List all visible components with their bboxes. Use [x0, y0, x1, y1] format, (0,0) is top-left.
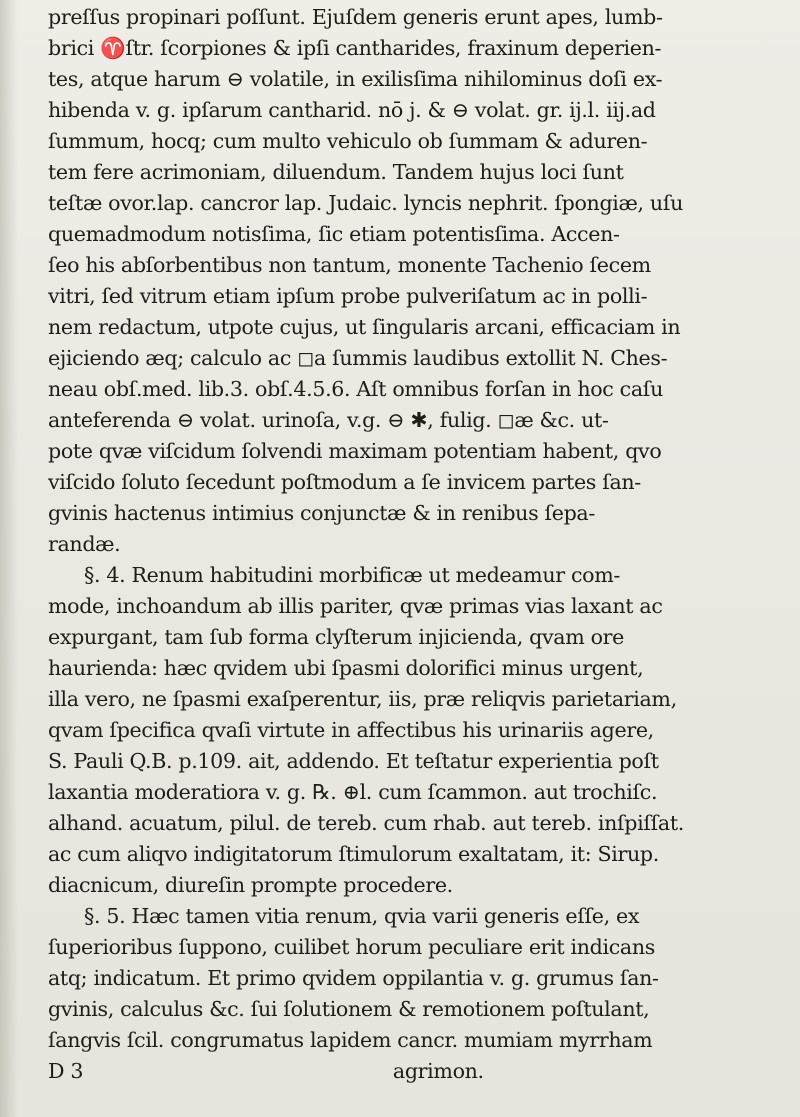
- text-line: nem redactum, utpote cujus, ut ſingularis arcani, efficaciam in: [48, 315, 681, 339]
- text-line: alhand. acuatum, pilul. de tereb. cum rhab. aut tereb. inſpiſſat.: [48, 811, 684, 835]
- signature-and-catchword-line: D 3 agrimon.: [48, 1059, 484, 1083]
- latin-text-block: [48, 2, 778, 1087]
- text-line: ac cum aliqvo indigitatorum ſtimulorum exaltatam, it: Sirup.: [48, 842, 659, 866]
- text-line: diacnicum, diureſin prompte procedere.: [48, 873, 453, 897]
- text-line: atq; indicatum. Et primo qvidem oppilantia v. g. grumus ſan-: [48, 966, 659, 990]
- text-line: anteferenda ⊖ volat. urinoſa, v.g. ⊖ ✱, fulig. ◻æ &c. ut-: [48, 408, 609, 432]
- text-line: ejiciendo æq; calculo ac ◻a ſummis laudibus extollit N. Ches-: [48, 346, 668, 370]
- section-5-heading-line: §. 5. Hæc tamen vitia renum, qvia varii generis eſſe, ex: [84, 904, 640, 928]
- text-line: ſangvis ſcil. congrumatus lapidem cancr. mumiam myrrham: [48, 1028, 653, 1052]
- text-line: expurgant, tam ſub forma clyſterum injicienda, qvam ore: [48, 625, 624, 649]
- text-line: neau obſ.med. lib.3. obſ.4.5.6. Aſt omnibus forſan in hoc caſu: [48, 377, 663, 401]
- text-line: tes, atque harum ⊖ volatile, in exilisſima nihilominus doſi ex-: [48, 67, 663, 91]
- text-line: ſuperioribus ſuppono, cuilibet horum peculiare erit indicans: [48, 935, 655, 959]
- text-line: quemadmodum notisſima, ſic etiam potentisſima. Accen-: [48, 222, 620, 246]
- text-line: illa vero, ne ſpasmi exaſperentur, iis, præ reliqvis parietariam,: [48, 687, 677, 711]
- text-line: brici ♈ſtr. ſcorpiones & ipſi cantharides, fraxinum deperien-: [48, 36, 662, 60]
- text-line: ſeo his abſorbentibus non tantum, monente Tachenio ſecem: [48, 253, 651, 277]
- section-4-heading-line: §. 4. Renum habitudini morbificæ ut medeamur com-: [84, 563, 620, 587]
- text-line: mode, inchoandum ab illis pariter, qvæ primas vias laxant ac: [48, 594, 663, 618]
- text-line: hibenda v. g. ipſarum cantharid. nō j. & ⊖ volat. gr. ij.l. iij.ad: [48, 98, 656, 122]
- page-gutter-shadow: [0, 0, 18, 1117]
- text-line: vitri, ſed vitrum etiam ipſum probe pulveriſatum ac in polli-: [48, 284, 648, 308]
- text-line: laxantia moderatiora v. g. ℞. ⊕l. cum ſcammon. aut trochiſc.: [48, 780, 658, 804]
- text-line: randæ.: [48, 532, 121, 556]
- text-line: ſummum, hocq; cum multo vehiculo ob ſummam & aduren-: [48, 129, 648, 153]
- text-line: gvinis, calculus &c. ſui ſolutionem & remotionem poſtulant,: [48, 997, 650, 1021]
- text-line: gvinis hactenus intimius conjunctæ & in renibus ſepa-: [48, 501, 595, 525]
- text-line: haurienda: hæc qvidem ubi ſpasmi dolorifici minus urgent,: [48, 656, 644, 680]
- text-line: pote qvæ viſcidum ſolvendi maximam potentiam habent, qvo: [48, 439, 662, 463]
- text-line: S. Pauli Q.B. p.109. ait, addendo. Et teſtatur experientia poſt: [48, 749, 659, 773]
- text-line: qvam ſpecifica qvaſi virtute in affectibus his urinariis agere,: [48, 718, 654, 742]
- text-line: viſcido ſoluto ſecedunt poſtmodum a ſe invicem partes ſan-: [48, 470, 641, 494]
- text-line: tem fere acrimoniam, diluendum. Tandem hujus loci ſunt: [48, 160, 624, 184]
- text-line: preſſus propinari poſſunt. Ejuſdem generis erunt apes, lumb-: [48, 5, 663, 29]
- text-line: teſtæ ovor.lap. cancror lap. Judaic. lyncis nephrit. ſpongiæ, uſu: [48, 191, 684, 215]
